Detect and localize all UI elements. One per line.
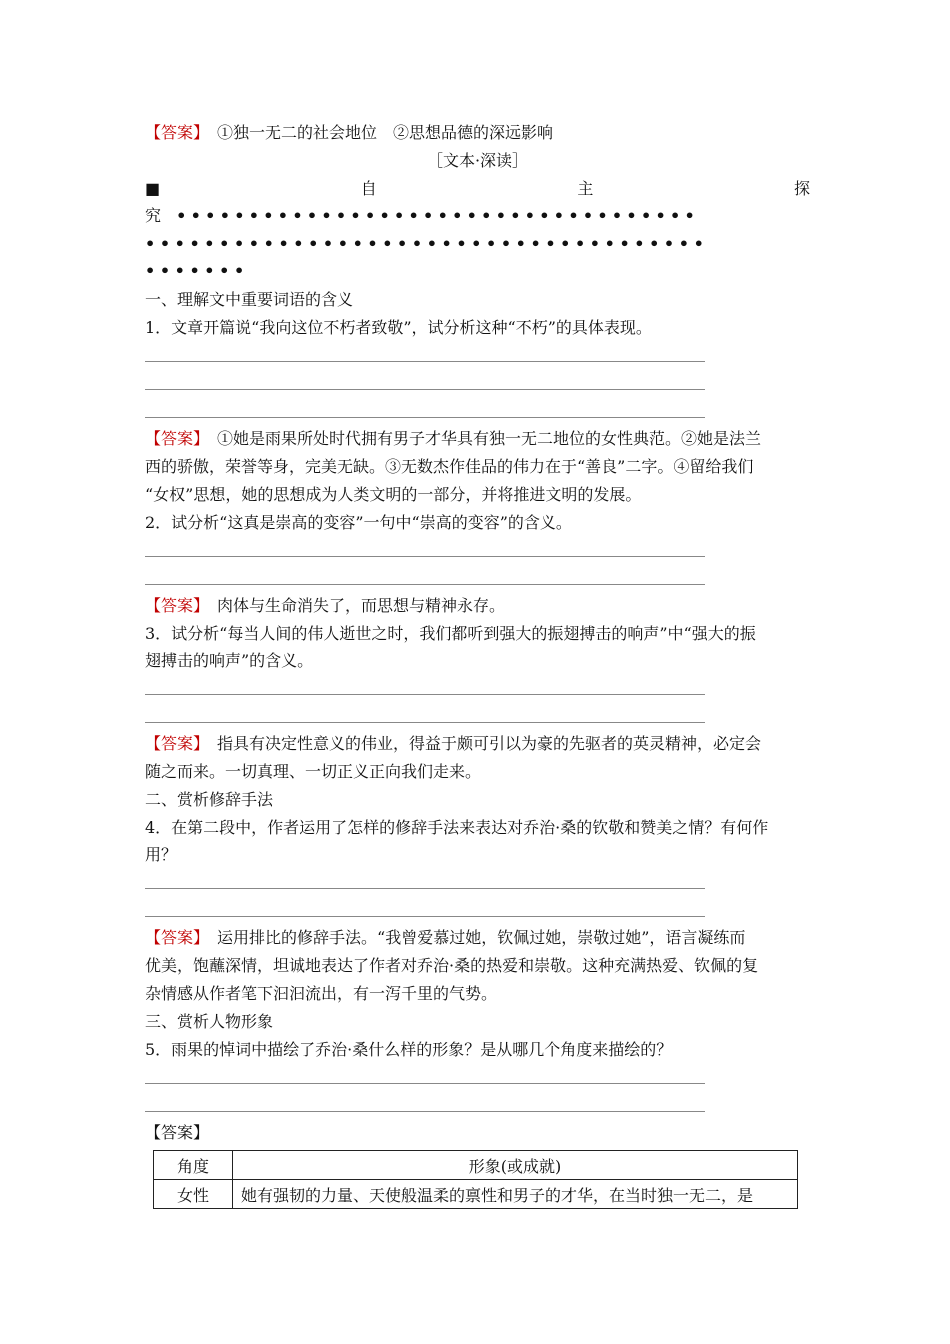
answer-1-line-2: 西的骄傲，荣誉等身，完美无缺。③无数杰作佳品的伟力在于“善良”二字。④留给我们	[145, 457, 754, 476]
answer-1-line-3: “女权”思想，她的思想成为人类文明的一部分，并将推进文明的发展。	[145, 485, 642, 504]
answer-1-text: ①她是雨果所处时代拥有男子才华具有独一无二地位的女性典范。②她是法兰	[217, 429, 762, 448]
answer-rule	[145, 556, 705, 557]
answer-rule	[145, 722, 705, 723]
answer-rule	[145, 1111, 705, 1112]
part2-heading: 二、赏析修辞手法	[145, 790, 274, 809]
answer-2-line	[145, 596, 810, 616]
answer-rule	[145, 694, 705, 695]
answer-rule	[145, 1083, 705, 1084]
table-header-row	[154, 1151, 798, 1180]
dots-row-3: •••••••	[145, 261, 249, 280]
dots-row-2: ••••••••••••••••••••••••••••••••••••••	[145, 234, 709, 253]
answer-tag: 【答案】	[145, 734, 202, 753]
question-4-line-1: 4．在第二段中，作者运用了怎样的修辞手法来表达对乔治·桑的钦敬和赞美之情？有何作	[145, 818, 769, 837]
heading-char-3: 探	[793, 179, 810, 198]
part1-heading: 一、理解文中重要词语的含义	[145, 290, 354, 309]
answer-3-line-2: 随之而来。一切真理、一切正义正向我们走来。	[145, 762, 482, 781]
answer-rule	[145, 888, 705, 889]
table-header-cell: 角度	[154, 1151, 233, 1180]
answer-rule	[145, 389, 705, 390]
answer-4-text: 运用排比的修辞手法。“我曾爱慕过她，钦佩过她，崇敬过她”，语言凝练而	[217, 928, 746, 947]
question-3-line-2: 翅搏击的响声”的含义。	[145, 651, 314, 670]
answer-4-line-1	[145, 928, 810, 948]
study-heading-tail	[145, 206, 810, 226]
dots-row-1: ••••••••••••••••••••••••••••••••••••	[176, 206, 700, 225]
table-row	[154, 1180, 798, 1209]
square-icon: ■	[145, 179, 161, 198]
section-title: ［文本·深读］	[426, 151, 529, 170]
answer-2-text: 肉体与生命消失了，而思想与精神永存。	[217, 596, 506, 615]
question-2: 2．试分析“这真是崇高的变容”一句中“崇高的变容”的含义。	[145, 513, 572, 532]
answer-3-text: 指具有决定性意义的伟业，得益于颇可引以为豪的先驱者的英灵精神，必定会	[217, 734, 762, 753]
table-cell: 她有强韧的力量、天使般温柔的禀性和男子的才华，在当时独一无二，是	[233, 1180, 798, 1209]
heading-char-4: 究	[145, 206, 162, 225]
answer-tag: 【答案】	[145, 596, 202, 615]
answer-1-line-1	[145, 429, 810, 449]
question-4-line-2: 用？	[145, 845, 178, 864]
question-3-line-1: 3．试分析“每当人间的伟人逝世之时，我们都听到强大的振翅搏击的响声”中“强大的振	[145, 624, 756, 643]
answer-rule	[145, 361, 705, 362]
table-cell: 女性	[154, 1180, 233, 1209]
question-1: 1．文章开篇说“我向这位不朽者致敬”，试分析这种“不朽”的具体表现。	[145, 318, 652, 337]
study-heading	[145, 179, 810, 199]
heading-char-2: 主	[577, 179, 594, 198]
intro-answer-line	[145, 123, 810, 143]
answer-rule	[145, 916, 705, 917]
answer-rule	[145, 584, 705, 585]
heading-char-1: 自	[360, 179, 377, 198]
answer-tag: 【答案】	[145, 928, 202, 947]
answer-tag: 【答案】	[145, 123, 202, 142]
part3-heading: 三、赏析人物形象	[145, 1012, 274, 1031]
answer-rule	[145, 417, 705, 418]
answer-5-table	[153, 1150, 798, 1209]
answer-4-line-2: 优美，饱蘸深情，坦诚地表达了作者对乔治·桑的热爱和崇敬。这种充满热爱、钦佩的复	[145, 956, 759, 975]
answer-4-line-3: 杂情感从作者笔下汩汩流出，有一泻千里的气势。	[145, 984, 498, 1003]
question-5: 5．雨果的悼词中描绘了乔治·桑什么样的形象？是从哪几个角度来描绘的？	[145, 1040, 673, 1059]
table-header-cell: 形象(或成就)	[233, 1151, 798, 1180]
intro-answer-text: ①独一无二的社会地位 ②思想品德的深远影响	[217, 123, 554, 142]
answer-3-line-1	[145, 734, 810, 754]
answer-tag: 【答案】	[145, 429, 202, 448]
answer-5-tag: 【答案】	[145, 1123, 210, 1142]
